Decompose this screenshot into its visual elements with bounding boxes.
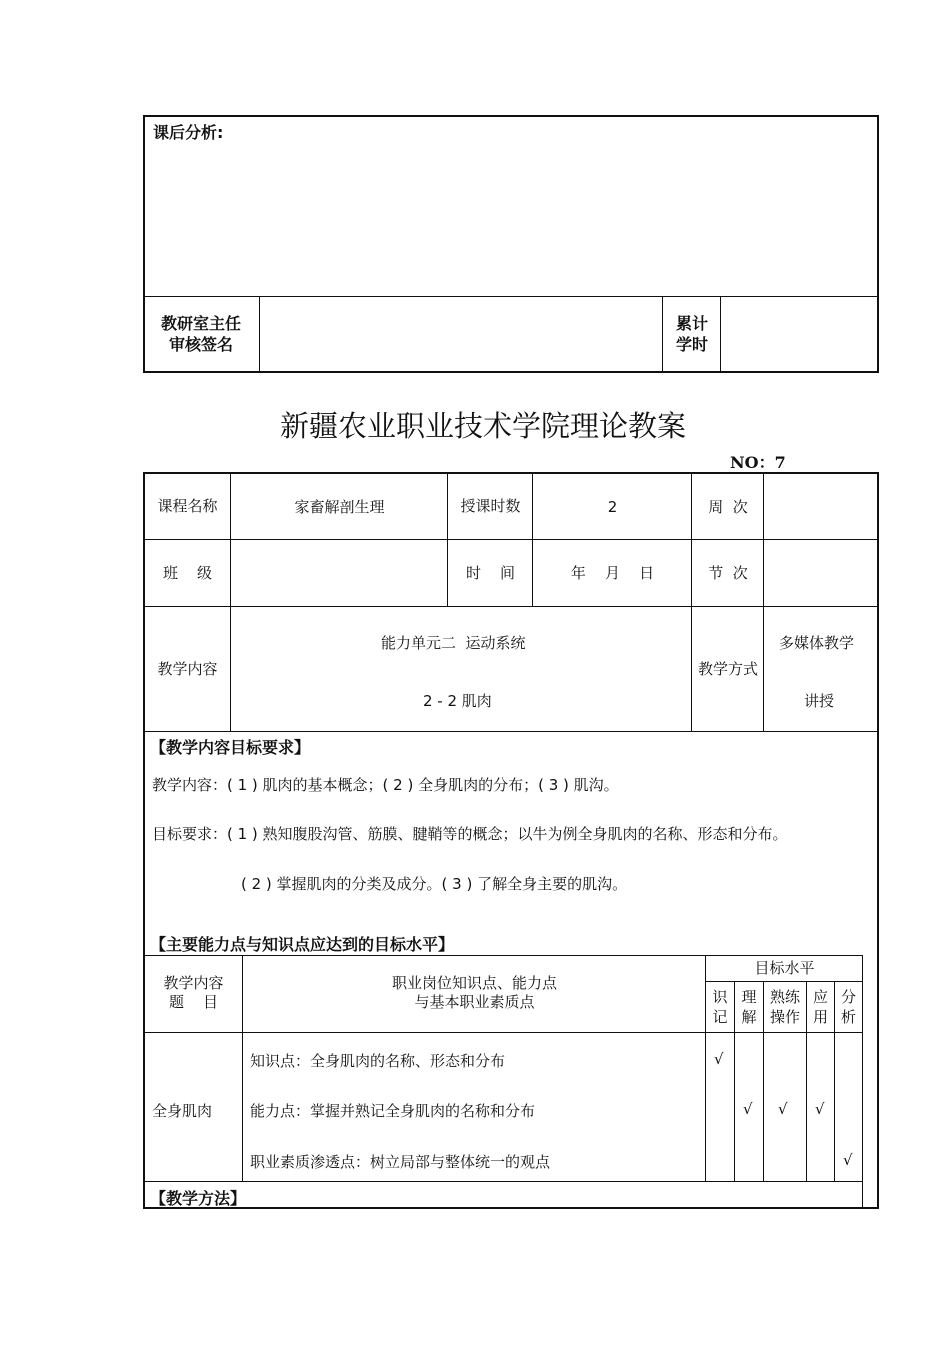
week-label: 周 次 xyxy=(708,497,748,516)
check-mark: √ xyxy=(843,1151,853,1169)
session-label: 节 次 xyxy=(708,563,748,582)
lesson-number: NO：7 xyxy=(730,453,786,472)
course-name-value: 家畜解剖生理 xyxy=(294,497,385,516)
teaching-method-label: 教学方式 xyxy=(697,659,758,678)
teaching-hours-label: 授课时数 xyxy=(460,496,521,515)
cumulative-hours-label: 累计 学时 xyxy=(675,314,708,354)
ability-row-skill: 能力点：掌握并熟记全身肌肉的名称和分布 xyxy=(250,1102,536,1120)
ability-row-knowledge: 知识点：全身肌肉的名称、形态和分布 xyxy=(250,1052,506,1070)
level-apply: 应 用 xyxy=(812,988,828,1026)
topic-column-header: 教学内容 题 目 xyxy=(163,973,224,1011)
goal-line-1: 目标要求：( 1 ) 熟知腹股沟管、筋膜、腱鞘等的概念；以牛为例全身肌肉的名称、形态和分布。 xyxy=(152,825,788,843)
date-value: 年 月 日 xyxy=(570,563,655,582)
level-analyze: 分 析 xyxy=(840,988,856,1026)
objectives-heading: 【教学内容目标要求】 xyxy=(150,738,311,757)
check-mark: √ xyxy=(815,1100,825,1118)
knowledge-column-header: 职业岗位知识点、能力点 与基本职业素质点 xyxy=(391,973,557,1011)
level-skilled-operation: 熟练 操作 xyxy=(769,988,800,1026)
analysis-label: 课后分析: xyxy=(153,123,224,142)
check-mark: √ xyxy=(714,1050,724,1068)
level-recall: 识 记 xyxy=(712,988,728,1026)
method-line-2: 讲授 xyxy=(804,692,835,710)
course-name-label: 课程名称 xyxy=(157,496,218,515)
page-title: 新疆农业职业技术学院理论教案 xyxy=(280,409,687,443)
level-understand: 理 解 xyxy=(741,988,757,1026)
class-label: 班 级 xyxy=(162,563,213,582)
teaching-content-label: 教学内容 xyxy=(157,659,218,678)
teaching-method-heading: 【教学方法】 xyxy=(150,1189,247,1208)
topic-value: 全身肌肉 xyxy=(152,1102,213,1120)
ability-row-quality: 职业素质渗透点：树立局部与整体统一的观点 xyxy=(250,1153,551,1171)
check-mark: √ xyxy=(743,1100,753,1118)
content-objective: 教学内容：( 1 ) 肌肉的基本概念；( 2 ) 全身肌肉的分布；( 3 ) 肌沟。 xyxy=(152,776,619,794)
time-label: 时 间 xyxy=(465,563,516,582)
method-line-1: 多媒体教学 xyxy=(779,634,855,652)
ability-heading: 【主要能力点与知识点应达到的目标水平】 xyxy=(150,935,455,954)
teaching-hours-value: 2 xyxy=(607,497,618,516)
check-mark: √ xyxy=(778,1100,788,1118)
content-line-2: 2 - 2 肌肉 xyxy=(423,692,492,710)
content-line-1: 能力单元二 运动系统 xyxy=(381,634,526,652)
goal-line-2: ( 2 ) 掌握肌肉的分类及成分。( 3 ) 了解全身主要的肌沟。 xyxy=(241,875,628,893)
reviewer-label: 教研室主任 审核签名 xyxy=(160,314,241,354)
target-level-header: 目标水平 xyxy=(754,959,815,978)
